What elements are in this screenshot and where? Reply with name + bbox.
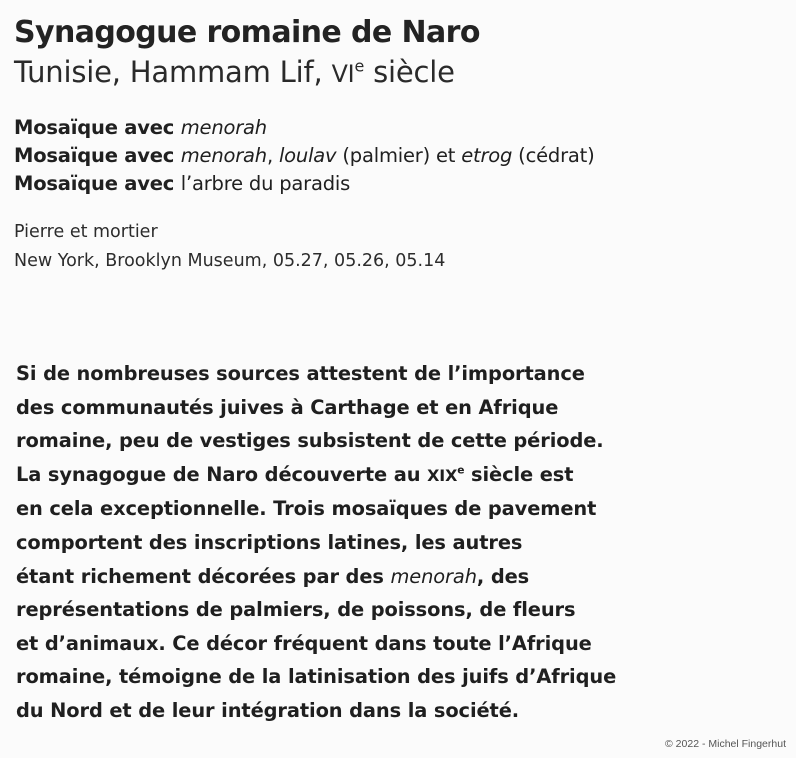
paragraph-line bbox=[16, 526, 746, 560]
paragraph-line bbox=[16, 458, 746, 493]
work-item bbox=[14, 114, 784, 142]
paragraph-text: des communautés juives à Carthage et en Afrique bbox=[16, 395, 559, 419]
paragraph-text: romaine, témoigne de la latinisation des juifs d’Afrique bbox=[16, 665, 617, 689]
paragraph-text: en cela exceptionnelle. Trois mosaïques de pavement bbox=[16, 497, 597, 521]
superscript: e bbox=[457, 463, 465, 477]
work-item bbox=[14, 142, 784, 170]
museum-label bbox=[14, 14, 784, 276]
paragraph-text: siècle est bbox=[464, 462, 574, 486]
paragraph-line bbox=[16, 391, 746, 425]
works-list bbox=[14, 114, 784, 198]
work-term-italic: menorah bbox=[180, 116, 267, 139]
label-title: Synagogue romaine de Naro bbox=[14, 15, 480, 50]
paragraph-line bbox=[16, 694, 746, 728]
work-term-italic: menorah bbox=[180, 144, 267, 167]
paragraph-line bbox=[16, 492, 746, 526]
paragraph-line bbox=[16, 660, 746, 694]
italic-term: menorah bbox=[390, 564, 477, 588]
work-term-italic: etrog bbox=[461, 144, 513, 167]
paragraph-line bbox=[16, 627, 746, 661]
work-type: Mosaïque avec bbox=[14, 172, 181, 195]
subtitle-suffix: siècle bbox=[364, 55, 455, 89]
work-text: l’arbre du paradis bbox=[180, 172, 351, 195]
object-metadata bbox=[14, 218, 784, 276]
century-superscript: e bbox=[354, 56, 365, 76]
paragraph-text: et d’animaux. Ce décor fréquent dans toute l’Afrique bbox=[16, 631, 592, 655]
roman-numeral: XIX bbox=[427, 465, 458, 485]
work-type: Mosaïque avec bbox=[14, 116, 181, 139]
work-term-italic: loulav bbox=[278, 144, 337, 167]
work-text: (palmier) et bbox=[336, 144, 462, 167]
paragraph-line bbox=[16, 593, 746, 627]
paragraph-text: romaine, peu de vestiges subsistent de cette période. bbox=[16, 429, 604, 453]
paragraph-line bbox=[16, 424, 746, 458]
subtitle-prefix: Tunisie, Hammam Lif, bbox=[14, 55, 332, 89]
paragraph-text: du Nord et de leur intégration dans la société. bbox=[16, 698, 520, 722]
paragraph-text: , des bbox=[476, 564, 530, 588]
work-text: (cédrat) bbox=[512, 144, 595, 167]
paragraph-line bbox=[16, 357, 746, 391]
paragraph-text: comportent des inscriptions latines, les autres bbox=[16, 530, 523, 554]
photo-credit: © 2022 - Michel Fingerhut bbox=[665, 738, 786, 750]
work-type: Mosaïque avec bbox=[14, 144, 181, 167]
paragraph-text: étant richement décorées par des bbox=[16, 564, 391, 588]
paragraph-text: représentations de palmiers, de poissons, de fleurs bbox=[16, 598, 576, 622]
materials-line: Pierre et mortier bbox=[14, 222, 158, 242]
paragraph-text: La synagogue de Naro découverte au bbox=[16, 462, 428, 486]
work-item bbox=[14, 170, 784, 198]
description-paragraph bbox=[16, 357, 746, 728]
paragraph-text: Si de nombreuses sources attestent de l’importance bbox=[16, 362, 585, 385]
work-text: , bbox=[266, 144, 279, 167]
century-numeral: VI bbox=[331, 60, 355, 88]
label-subtitle bbox=[14, 54, 784, 92]
paragraph-line bbox=[16, 560, 746, 594]
location-line: New York, Brooklyn Museum, 05.27, 05.26, 05.14 bbox=[14, 251, 446, 271]
